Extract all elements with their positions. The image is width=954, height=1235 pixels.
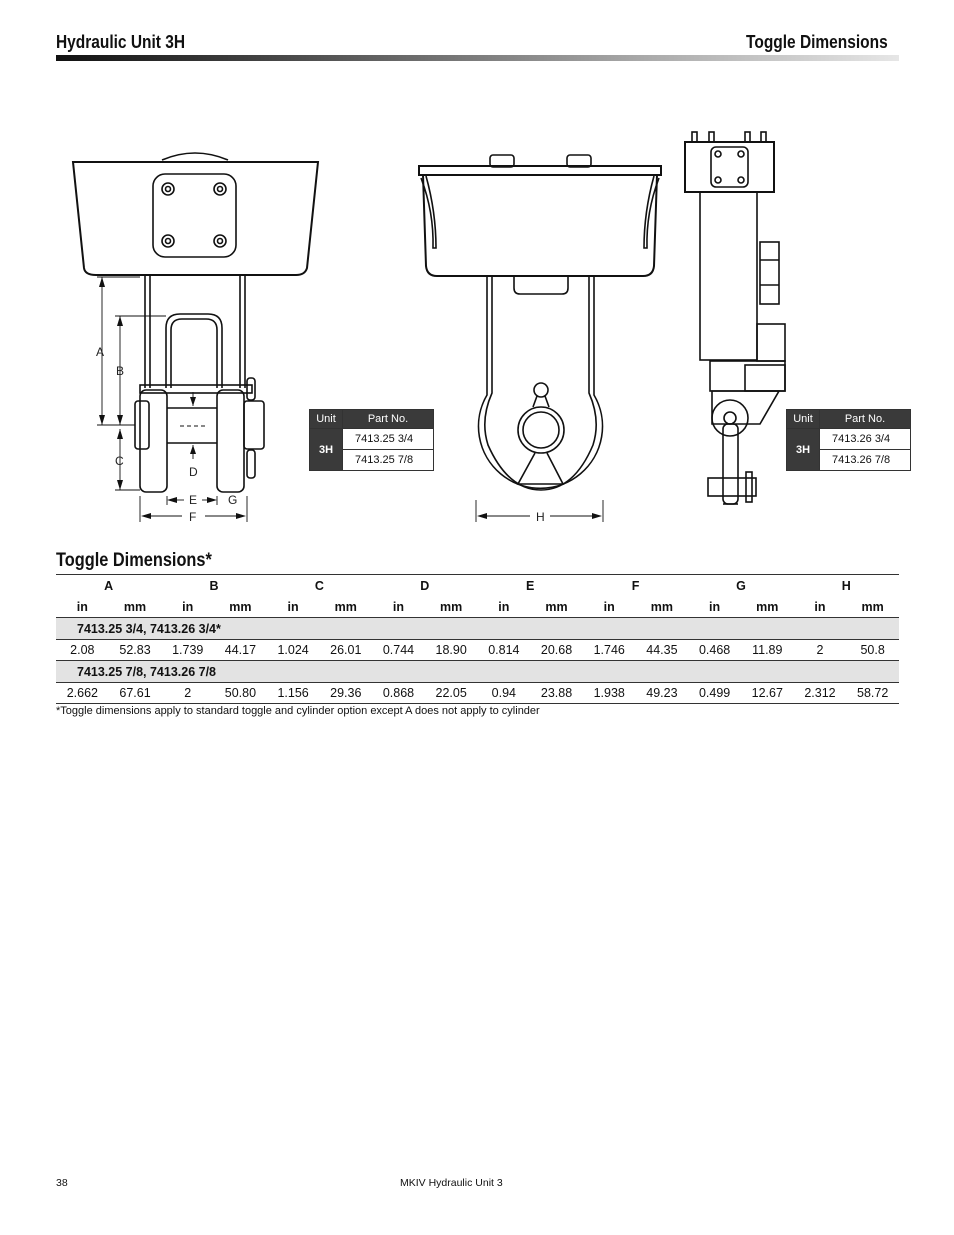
table-cell: 2 (161, 683, 214, 704)
unit-label: in (583, 596, 636, 618)
table-cell: 23.88 (530, 683, 583, 704)
part-number-table-2 (786, 409, 911, 471)
footer-title: MKIV Hydraulic Unit 3 (400, 1177, 503, 1189)
table-cell: 50.80 (214, 683, 267, 704)
section-title: Toggle Dimensions* (56, 550, 212, 571)
table-cell: 2.312 (794, 683, 847, 704)
table-cell: 52.83 (109, 640, 162, 661)
unit-label: mm (425, 596, 478, 618)
table-cell: 0.499 (688, 683, 741, 704)
unit-header: Unit (787, 410, 820, 429)
dimension-lines (97, 277, 603, 522)
dim-label-e: E (189, 493, 198, 507)
table-cell: 20.68 (530, 640, 583, 661)
column-header: B (161, 575, 266, 597)
table-cell: 2 (794, 640, 847, 661)
unit-label: mm (741, 596, 794, 618)
table-cell: 58.72 (846, 683, 899, 704)
table-cell: 2.08 (56, 640, 109, 661)
dim-label-a: A (96, 345, 105, 359)
toggle-front-view (73, 153, 318, 492)
column-header: F (583, 575, 688, 597)
table-row (56, 640, 899, 661)
unit-cell: 3H (310, 429, 343, 471)
table-cell: 11.89 (741, 640, 794, 661)
footnote: *Toggle dimensions apply to standard toggle and cylinder option except A does not apply to cylinder (56, 705, 540, 717)
part-number: 7413.25 7/8 (343, 450, 434, 471)
page-header-title: Hydraulic Unit 3H (56, 32, 186, 52)
table-cell: 49.23 (636, 683, 689, 704)
table-cell: 44.35 (636, 640, 689, 661)
part-number: 7413.26 3/4 (820, 429, 911, 450)
column-header: E (478, 575, 583, 597)
table-cell: 1.156 (267, 683, 320, 704)
table-cell: 44.17 (214, 640, 267, 661)
table-cell: 1.024 (267, 640, 320, 661)
units-row (56, 596, 899, 618)
part-number: 7413.25 3/4 (343, 429, 434, 450)
unit-label: in (267, 596, 320, 618)
group-label: 7413.25 3/4, 7413.26 3/4* (56, 618, 899, 640)
unit-label: in (56, 596, 109, 618)
dim-label-g: G (228, 493, 238, 507)
unit-label: mm (530, 596, 583, 618)
unit-label: mm (846, 596, 899, 618)
group-row (56, 618, 899, 640)
table-cell: 2.662 (56, 683, 109, 704)
column-header: G (688, 575, 793, 597)
unit-label: in (372, 596, 425, 618)
dim-label-d: D (189, 465, 198, 479)
table-cell: 1.938 (583, 683, 636, 704)
table-cell: 0.744 (372, 640, 425, 661)
group-row (56, 661, 899, 683)
table-row (56, 683, 899, 704)
column-header: D (372, 575, 477, 597)
toggle-side-view (419, 155, 661, 490)
unit-cell: 3H (787, 429, 820, 471)
unit-label: mm (214, 596, 267, 618)
table-cell: 18.90 (425, 640, 478, 661)
part-number: 7413.26 7/8 (820, 450, 911, 471)
unit-label: in (688, 596, 741, 618)
dim-label-b: B (116, 364, 125, 378)
table-cell: 22.05 (425, 683, 478, 704)
part-no-header: Part No. (820, 410, 911, 429)
dim-label-c: C (115, 454, 124, 468)
toggle-dimensions-table (56, 574, 899, 704)
unit-label: in (794, 596, 847, 618)
column-header: H (794, 575, 899, 597)
unit-label: in (478, 596, 531, 618)
table-cell: 12.67 (741, 683, 794, 704)
group-label: 7413.25 7/8, 7413.26 7/8 (56, 661, 899, 683)
dim-label-h: H (536, 510, 545, 524)
unit-label: in (161, 596, 214, 618)
unit-label: mm (109, 596, 162, 618)
part-no-header: Part No. (343, 410, 434, 429)
table-cell: 26.01 (319, 640, 372, 661)
section-header-title: Toggle Dimensions (746, 32, 888, 52)
part-number-table-1 (309, 409, 434, 471)
column-header: A (56, 575, 161, 597)
dim-label-f: F (189, 510, 197, 524)
column-header: C (267, 575, 372, 597)
column-letters-row (56, 575, 899, 597)
table-cell: 67.61 (109, 683, 162, 704)
unit-label: mm (319, 596, 372, 618)
table-cell: 0.868 (372, 683, 425, 704)
table-cell: 0.468 (688, 640, 741, 661)
unit-header: Unit (310, 410, 343, 429)
unit-label: mm (636, 596, 689, 618)
table-cell: 0.814 (478, 640, 531, 661)
table-cell: 29.36 (319, 683, 372, 704)
table-cell: 0.94 (478, 683, 531, 704)
table-cell: 1.746 (583, 640, 636, 661)
dimension-arrows (99, 277, 602, 519)
page-number: 38 (56, 1177, 68, 1189)
cylinder-view (685, 132, 785, 504)
table-cell: 50.8 (846, 640, 899, 661)
table-cell: 1.739 (161, 640, 214, 661)
